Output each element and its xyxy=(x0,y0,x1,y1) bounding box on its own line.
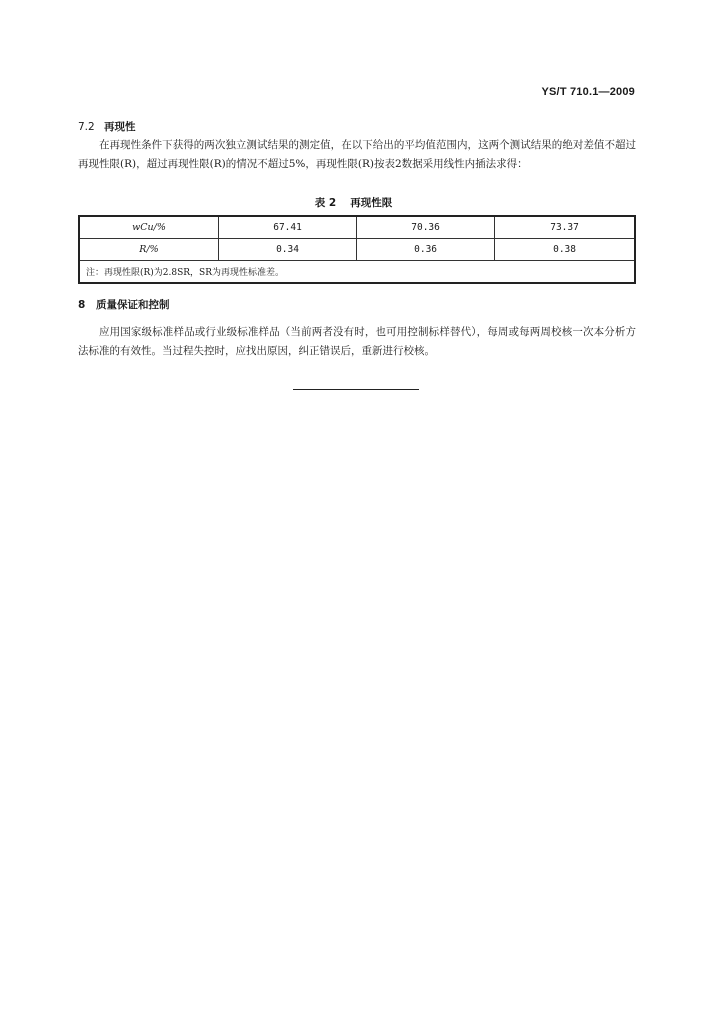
section-8-paragraph: 应用国家级标准样品或行业级标准样品（当前两者没有时，也可用控制标样替代），每周或每两周校核一次本分析方法标准的有效性。当过程失控时，应找出原因，纠正错误后，重新进行校核。 xyxy=(78,326,636,357)
table-cell: 70.36 xyxy=(357,216,495,239)
table-cell: 0.34 xyxy=(219,239,357,261)
section-7-2-title: 再现性 xyxy=(104,121,136,133)
section-8-number: 8 xyxy=(78,299,86,311)
table-cell: 73.37 xyxy=(495,216,635,239)
table-cell: 0.38 xyxy=(495,239,635,261)
end-of-document-rule xyxy=(293,389,419,390)
section-8-title: 质量保证和控制 xyxy=(96,299,170,311)
section-7-2-number: 7.2 xyxy=(78,121,95,133)
section-7-2-heading xyxy=(78,119,136,134)
table-cell: 67.41 xyxy=(219,216,357,239)
table-row xyxy=(79,239,635,261)
table-2-caption xyxy=(0,195,707,210)
standard-number: YS/T 710.1—2009 xyxy=(541,86,635,98)
table-2-number: 表 2 xyxy=(314,197,337,209)
table-2-title: 再现性限 xyxy=(350,197,393,209)
table-cell: 0.36 xyxy=(357,239,495,261)
section-7-2-paragraph: 在再现性条件下获得的两次独立测试结果的测定值，在以下给出的平均值范围内，这两个测试结果的绝对差值不超过再现性限(R)，超过再现性限(R)的情况不超过5%，再现性限(R)按表2数据采用线性内插法求得： xyxy=(78,139,636,170)
section-8-heading xyxy=(78,297,170,312)
table-row xyxy=(79,216,635,239)
table-note: 注：再现性限(R)为2.8SR，SR为再现性标准差。 xyxy=(79,261,635,284)
row-label-r: R/% xyxy=(79,239,219,261)
table-note-row xyxy=(79,261,635,284)
reproducibility-table xyxy=(78,215,636,284)
row-label-wcu: wCu/% xyxy=(79,216,219,239)
